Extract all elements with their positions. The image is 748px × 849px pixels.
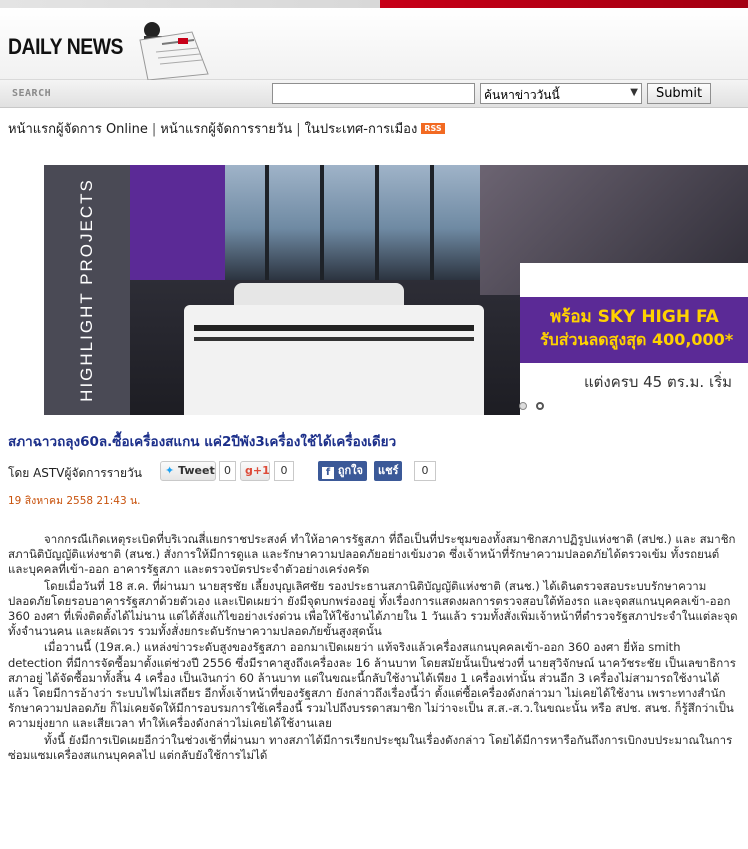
search-label: SEARCH: [12, 88, 52, 99]
facebook-like-button[interactable]: [318, 461, 367, 481]
banner-side-panel: [44, 165, 130, 415]
breadcrumb-separator: |: [151, 122, 157, 137]
banner-window-view: [225, 165, 485, 280]
newspaper-reader-icon: [122, 18, 212, 80]
breadcrumb-link-online-home[interactable]: หน้าแรกผู้จัดการ Online: [8, 122, 148, 137]
breadcrumb: [8, 118, 445, 139]
banner-promo-line4: แต่งครบ 45 ตร.ม. เริ่ม: [584, 373, 733, 391]
highlight-projects-banner[interactable]: [44, 165, 748, 415]
site-header: [0, 8, 748, 80]
carousel-dot-2[interactable]: [536, 402, 544, 410]
gplus-label: +1: [252, 464, 270, 477]
facebook-share-count: 0: [414, 461, 436, 481]
article-date: 19 สิงหาคม 2558 21:43 น.: [8, 495, 141, 507]
facebook-share-button[interactable]: แชร์: [374, 461, 402, 481]
banner-side-text: HIGHLIGHT PROJECTS: [77, 178, 96, 402]
tweet-button[interactable]: [160, 461, 216, 481]
tweet-count: 0: [219, 461, 236, 481]
search-scope-select[interactable]: [480, 83, 642, 104]
gplus-icon: g: [245, 464, 253, 477]
banner-promo-line2: พร้อม SKY HIGH FA: [550, 307, 719, 327]
article-body: [8, 532, 738, 763]
banner-promo-line1: คอนเดต Gateway &: [580, 276, 722, 294]
article-paragraph: เมื่อวานนี้ (19ส.ค.) แหล่งข่าวระดับสูงของรัฐสภา ออกมาเปิดเผยว่า แท้จริงแล้วเครื่องสแกนบุคคลเข้า-ออก 360 องศา ยี่ห้อ smith detection ที่มีการจัดซื้อมาตั้งแต่ช่วงปี 2556 ซึ่งมีราคาสูงถึงเครื่องละ 16 ล้านบาท โดยสมัยนั้นเป็นช่วงที่ นายสุวิจักษณ์ นาควัชระชัย เป็นเลขาธิการสภาอยู่ ได้จัดซื้อมาทั้งสิ้น 4 เครื่อง เป็นเงินกว่า 60 ล้านบาท แต่ในขณะนี้กลับใช้งานได้เพียง 1 เครื่องเท่านั้น ส่วนอีก 3 เครื่องไม่สามารถใช้งานได้แล้ว โดยมีการอ้างว่า ระบบไฟไม่เสถียร อีกทั้งเจ้าหน้าที่ของรัฐสภา ยังกล่าวถึงเรื่องนี้ว่า ตั้งแต่ซื้อเครื่องดังกล่าวมา ไม่เคยได้ใช้งาน เพราะทางสำนักรักษาความปลอดภัย ก็ไม่เคยจัดให้มีการอบรมการใช้เครื่องนี้ รวมไปถึงบรรดาสมาชิก ไม่ว่าจะเป็น ส.ส.-ส.ว.ในขณะนั้น หรือ สปช. สนช. ก็รู้สึกว่าเป็นความยุ่งยาก และเสียเวลา ทำให้เครื่องดังกล่าวไม่เคยได้ใช้งานเลย: [8, 640, 736, 731]
rss-badge[interactable]: RSS: [421, 123, 444, 134]
gplus-button[interactable]: [240, 461, 270, 481]
carousel-dot-1[interactable]: [519, 402, 527, 410]
article-headline: สภาฉาวถลุง60ล.ซื้อเครื่องสแกน แค่2ปีพัง3เครื่องใช้ได้เครื่องเดียว: [8, 434, 397, 450]
breadcrumb-link-politics[interactable]: ในประเทศ-การเมือง: [304, 122, 418, 137]
twitter-icon: ✦: [165, 464, 175, 477]
banner-promo-line3: รับส่วนลดสูงสุด 400,000*: [540, 330, 734, 349]
search-input[interactable]: [272, 83, 475, 104]
facebook-icon: f: [322, 467, 334, 479]
facebook-like-label: ถูกใจ: [337, 464, 363, 477]
search-submit-button[interactable]: Submit: [647, 83, 711, 104]
chevron-down-icon: ▼: [630, 87, 638, 98]
search-bar: [0, 80, 748, 108]
gplus-count: 0: [274, 461, 294, 481]
site-logo[interactable]: DAILY NEWS: [8, 34, 124, 59]
banner-purple-block: [130, 165, 225, 280]
article-paragraph: โดยเมื่อวันที่ 18 ส.ค. ที่ผ่านมา นายสุรชัย เลี้ยงบุญเลิศชัย รองประธานสภานิติบัญญัติแห่งชาติ (สนช.) ได้เดินตรวจสอบระบบรักษาความปลอดภัยโดยรอบอาคารรัฐสภาด้วยตัวเอง และเปิดเผยว่า ยังมีจุดบกพร่องอยู่ ทั้งเรื่องการแสดงผลการตรวจสอบใต้ท้องรถ และจุดสแกนบุคคลเข้า-ออก 360 องศา ที่เพิ่งติดตั้งได้ไม่นาน แต่ได้สั่งแก้ไขอย่างเร่งด่วน เพื่อให้ใช้งานได้ภายใน 1 วันแล้ว รวมทั้งสั่งเพิ่มเจ้าหน้าที่ตำรวจรัฐสภาประจำในแต่ละจุด ทั้งจำนวนคน และผลัดเวร รวมทั้งสั่งยกระดับรักษาความปลอดภัยขั้นสูงสุดนั้น: [8, 578, 738, 639]
top-accent-bar: [0, 0, 748, 8]
breadcrumb-separator: |: [296, 122, 301, 137]
tweet-label: Tweet: [178, 464, 215, 477]
breadcrumb-link-daily-home[interactable]: หน้าแรกผู้จัดการรายวัน: [160, 122, 293, 137]
article-paragraph: จากกรณีเกิดเหตุระเบิดที่บริเวณสี่แยกราชประสงค์ ทำให้อาคารรัฐสภา ที่ถือเป็นที่ประชุมของทั้งสมาชิกสภาปฏิรูปแห่งชาติ (สปช.) และ สมาชิกสภานิติบัญญัติแห่งชาติ (สนช.) สั่งการให้มีการดูแล และรักษาความปลอดภัยอย่างเข้มงวด ซึ่งเจ้าหน้าที่รักษาความปลอดภัยได้ตรวจเข้ม ทั้งรถยนต์ และบุคคลที่เข้า-ออก อาคารรัฐสภา และตรวจบัตรประจำตัวอย่างเคร่งครัด: [8, 532, 736, 577]
search-scope-value: ค้นหาข่าววันนี้: [484, 88, 560, 102]
bed-image: [184, 305, 484, 415]
article-byline: โดย ASTVผู้จัดการรายวัน: [8, 466, 142, 480]
article-paragraph: ทั้งนี้ ยังมีการเปิดเผยอีกว่าในช่วงเช้าที่ผ่านมา ทางสภาได้มีการเรียกประชุมในเรื่องดังกล่าว โดยได้มีการหารือกันถึงการเบิกงบประมาณในการซ่อมแซมเครื่องสแกนบุคคลไป แต่กลับยังใช้การไม่ได้: [8, 732, 733, 762]
